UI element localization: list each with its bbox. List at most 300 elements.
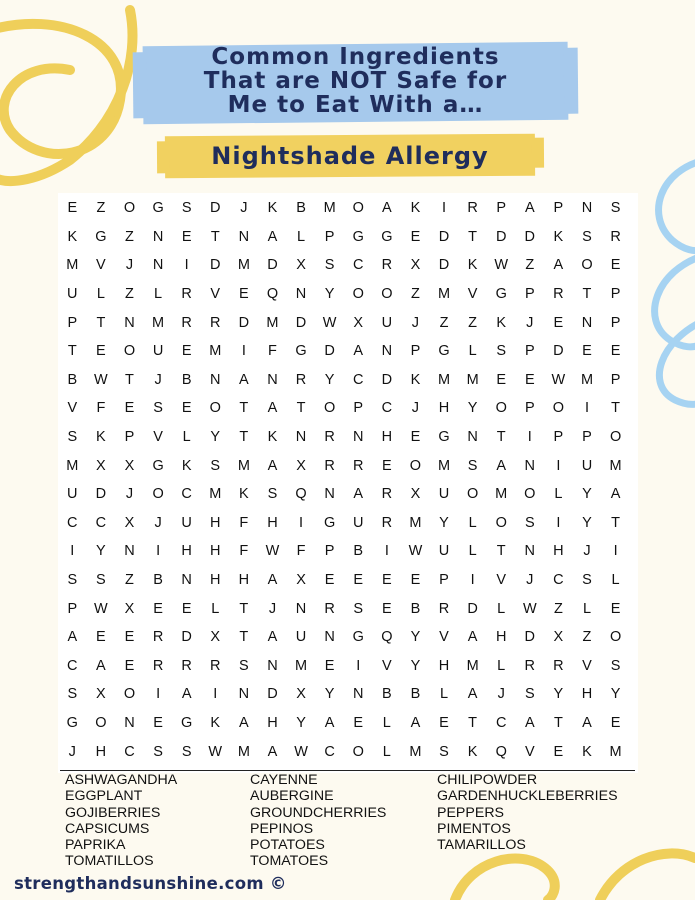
grid-cell[interactable]: I [613, 543, 618, 560]
grid-cell[interactable]: E [410, 572, 421, 589]
grid-cell[interactable]: C [67, 514, 78, 531]
grid-cell[interactable]: L [182, 429, 191, 446]
grid-cell[interactable]: O [409, 457, 422, 474]
grid-cell[interactable]: V [439, 629, 449, 646]
grid-cell[interactable]: R [610, 228, 621, 245]
grid-cell[interactable]: M [209, 486, 222, 503]
grid-cell[interactable]: U [152, 343, 164, 360]
grid-cell[interactable]: M [295, 657, 308, 674]
grid-cell[interactable]: A [267, 457, 278, 474]
grid-cell[interactable]: E [610, 714, 621, 731]
grid-cell[interactable]: D [324, 343, 335, 360]
grid-cell[interactable]: H [438, 400, 450, 417]
grid-cell[interactable]: O [209, 400, 221, 417]
grid-cell[interactable]: Y [96, 543, 106, 560]
grid-cell[interactable]: F [296, 543, 306, 560]
grid-cell[interactable]: M [609, 457, 622, 474]
grid-cell[interactable]: W [494, 257, 509, 274]
grid-cell[interactable]: S [496, 343, 507, 360]
grid-cell[interactable]: M [66, 457, 79, 474]
grid-cell[interactable]: N [267, 371, 278, 388]
grid-cell[interactable]: H [210, 514, 221, 531]
grid-cell[interactable]: P [524, 286, 535, 303]
grid-cell[interactable]: T [582, 286, 592, 303]
grid-cell[interactable]: Z [439, 314, 449, 331]
grid-cell[interactable]: A [410, 714, 421, 731]
grid-cell[interactable]: Z [468, 314, 478, 331]
grid-cell[interactable]: N [467, 429, 478, 446]
grid-cell[interactable]: D [495, 228, 507, 245]
grid-cell[interactable]: E [96, 629, 106, 646]
grid-cell[interactable]: J [125, 257, 134, 274]
grid-cell[interactable]: T [96, 314, 106, 331]
grid-cell[interactable]: Y [324, 286, 335, 303]
grid-cell[interactable]: E [553, 743, 564, 760]
grid-cell[interactable]: O [609, 429, 622, 446]
grid-cell[interactable]: V [67, 400, 78, 417]
grid-cell[interactable]: X [553, 629, 564, 646]
grid-cell[interactable]: A [96, 657, 106, 674]
grid-cell[interactable]: K [267, 429, 278, 446]
grid-cell[interactable]: U [381, 314, 393, 331]
grid-cell[interactable]: E [324, 657, 335, 674]
grid-cell[interactable]: I [241, 343, 246, 360]
grid-cell[interactable]: D [95, 486, 107, 503]
grid-cell[interactable]: T [239, 429, 249, 446]
grid-cell[interactable]: T [468, 714, 478, 731]
grid-cell[interactable]: S [181, 743, 192, 760]
grid-cell[interactable]: K [239, 486, 249, 503]
grid-cell[interactable]: T [239, 629, 249, 646]
grid-cell[interactable]: N [238, 228, 250, 245]
grid-cell[interactable]: B [381, 686, 392, 703]
grid-cell[interactable]: P [553, 200, 564, 217]
grid-cell[interactable]: Z [125, 572, 134, 589]
grid-cell[interactable]: G [352, 629, 364, 646]
grid-cell[interactable]: Z [96, 200, 106, 217]
grid-cell[interactable]: L [582, 600, 592, 617]
grid-cell[interactable]: L [297, 228, 306, 245]
grid-cell[interactable]: K [410, 200, 421, 217]
grid-cell[interactable]: W [94, 371, 108, 388]
grid-cell[interactable]: X [210, 629, 221, 646]
grid-cell[interactable]: N [295, 429, 307, 446]
grid-cell[interactable]: N [295, 600, 307, 617]
grid-cell[interactable]: D [267, 257, 278, 274]
grid-cell[interactable]: P [610, 286, 621, 303]
grid-cell[interactable]: C [124, 743, 135, 760]
grid-cell[interactable]: H [381, 429, 393, 446]
grid-cell[interactable]: Z [525, 257, 535, 274]
grid-cell[interactable]: I [156, 543, 161, 560]
grid-cell[interactable]: M [437, 371, 451, 388]
grid-cell[interactable]: P [610, 371, 621, 388]
grid-cell[interactable]: Y [324, 686, 335, 703]
grid-cell[interactable]: I [384, 543, 389, 560]
grid-cell[interactable]: N [124, 543, 135, 560]
grid-cell[interactable]: D [438, 257, 450, 274]
grid-cell[interactable]: D [524, 228, 536, 245]
grid-cell[interactable]: I [470, 572, 475, 589]
grid-cell[interactable]: H [238, 572, 250, 589]
grid-cell[interactable]: R [524, 657, 536, 674]
grid-cell[interactable]: E [610, 257, 621, 274]
grid-cell[interactable]: P [353, 400, 364, 417]
grid-cell[interactable]: T [553, 714, 563, 731]
grid-cell[interactable]: M [437, 457, 451, 474]
grid-cell[interactable]: R [324, 600, 335, 617]
grid-cell[interactable]: R [181, 657, 192, 674]
grid-cell[interactable]: I [184, 257, 189, 274]
grid-cell[interactable]: S [324, 257, 335, 274]
grid-cell[interactable]: B [181, 371, 192, 388]
grid-cell[interactable]: R [438, 600, 450, 617]
grid-cell[interactable]: V [582, 657, 592, 674]
grid-cell[interactable]: L [611, 572, 620, 589]
grid-cell[interactable]: Y [324, 371, 335, 388]
grid-cell[interactable]: H [210, 572, 221, 589]
grid-cell[interactable]: B [353, 543, 364, 560]
grid-cell[interactable]: H [95, 743, 107, 760]
grid-cell[interactable]: M [466, 657, 479, 674]
grid-cell[interactable]: G [324, 514, 336, 531]
grid-cell[interactable]: O [123, 200, 136, 217]
grid-cell[interactable]: O [495, 400, 507, 417]
grid-cell[interactable]: A [610, 486, 621, 503]
grid-cell[interactable]: J [125, 486, 134, 503]
grid-cell[interactable]: Y [410, 657, 421, 674]
grid-cell[interactable]: H [495, 629, 507, 646]
grid-cell[interactable]: X [410, 257, 421, 274]
grid-cell[interactable]: X [124, 600, 135, 617]
grid-cell[interactable]: A [181, 686, 192, 703]
grid-cell[interactable]: I [70, 543, 75, 560]
grid-cell[interactable]: P [524, 400, 535, 417]
grid-cell[interactable]: D [381, 371, 393, 388]
grid-cell[interactable]: P [324, 543, 335, 560]
grid-cell[interactable]: R [295, 371, 307, 388]
grid-cell[interactable]: S [524, 514, 535, 531]
grid-cell[interactable]: N [152, 228, 164, 245]
grid-cell[interactable]: V [210, 286, 221, 303]
grid-cell[interactable]: D [181, 629, 192, 646]
grid-cell[interactable]: X [296, 257, 306, 274]
grid-cell[interactable]: K [67, 228, 78, 245]
grid-cell[interactable]: S [153, 400, 163, 417]
grid-cell[interactable]: Z [582, 629, 592, 646]
grid-cell[interactable]: I [556, 457, 561, 474]
grid-cell[interactable]: D [295, 314, 307, 331]
grid-cell[interactable]: A [381, 200, 392, 217]
grid-cell[interactable]: O [324, 400, 336, 417]
grid-cell[interactable]: X [124, 514, 135, 531]
grid-cell[interactable]: E [524, 371, 535, 388]
grid-cell[interactable]: E [410, 429, 421, 446]
grid-cell[interactable]: J [154, 371, 162, 388]
grid-cell[interactable]: L [439, 686, 449, 703]
grid-cell[interactable]: P [524, 343, 535, 360]
grid-cell[interactable]: E [153, 600, 163, 617]
grid-cell[interactable]: B [153, 572, 163, 589]
grid-cell[interactable]: N [581, 200, 593, 217]
grid-cell[interactable]: E [181, 400, 192, 417]
grid-cell[interactable]: U [438, 486, 450, 503]
grid-cell[interactable]: X [353, 314, 364, 331]
grid-cell[interactable]: C [181, 486, 192, 503]
grid-cell[interactable]: X [410, 486, 421, 503]
grid-cell[interactable]: A [524, 714, 535, 731]
grid-cell[interactable]: K [553, 228, 564, 245]
grid-cell[interactable]: L [154, 286, 163, 303]
grid-cell[interactable]: E [324, 572, 335, 589]
grid-cell[interactable]: M [266, 314, 279, 331]
grid-cell[interactable]: E [353, 572, 364, 589]
grid-cell[interactable]: G [495, 286, 507, 303]
grid-cell[interactable]: A [67, 629, 78, 646]
grid-cell[interactable]: L [554, 486, 563, 503]
grid-cell[interactable]: A [496, 457, 507, 474]
grid-cell[interactable]: T [611, 514, 620, 531]
grid-cell[interactable]: X [296, 572, 306, 589]
grid-cell[interactable]: K [496, 314, 507, 331]
grid-cell[interactable]: D [553, 343, 564, 360]
grid-cell[interactable]: G [152, 457, 164, 474]
grid-cell[interactable]: E [124, 400, 135, 417]
grid-cell[interactable]: M [237, 257, 250, 274]
grid-cell[interactable]: P [496, 200, 507, 217]
grid-cell[interactable]: N [581, 314, 593, 331]
grid-cell[interactable]: G [152, 200, 164, 217]
grid-cell[interactable]: I [556, 514, 561, 531]
grid-cell[interactable]: O [524, 486, 536, 503]
grid-cell[interactable]: M [152, 314, 165, 331]
grid-cell[interactable]: E [153, 714, 163, 731]
grid-cell[interactable]: E [610, 343, 621, 360]
grid-cell[interactable]: X [96, 686, 106, 703]
grid-cell[interactable]: N [124, 314, 135, 331]
grid-cell[interactable]: K [582, 743, 592, 760]
grid-cell[interactable]: E [439, 714, 449, 731]
grid-cell[interactable]: Y [582, 486, 592, 503]
grid-cell[interactable]: O [581, 257, 593, 274]
grid-cell[interactable]: N [352, 686, 364, 703]
grid-cell[interactable]: O [123, 343, 136, 360]
grid-cell[interactable]: U [67, 486, 78, 503]
grid-cell[interactable]: A [239, 714, 249, 731]
grid-cell[interactable]: J [68, 743, 76, 760]
grid-cell[interactable]: S [582, 228, 592, 245]
grid-cell[interactable]: G [438, 429, 450, 446]
grid-cell[interactable]: S [153, 743, 163, 760]
grid-cell[interactable]: C [95, 514, 107, 531]
grid-cell[interactable]: A [524, 200, 535, 217]
grid-cell[interactable]: O [381, 286, 393, 303]
grid-cell[interactable]: T [296, 400, 306, 417]
grid-cell[interactable]: N [210, 371, 221, 388]
grid-cell[interactable]: N [524, 543, 536, 560]
grid-cell[interactable]: Y [410, 629, 421, 646]
grid-cell[interactable]: T [496, 543, 506, 560]
grid-cell[interactable]: V [496, 572, 507, 589]
grid-cell[interactable]: C [381, 400, 393, 417]
grid-cell[interactable]: L [211, 600, 220, 617]
grid-cell[interactable]: W [408, 543, 423, 560]
grid-cell[interactable]: A [467, 686, 478, 703]
grid-cell[interactable]: U [581, 457, 593, 474]
grid-cell[interactable]: Y [439, 514, 449, 531]
grid-cell[interactable]: M [466, 371, 479, 388]
grid-cell[interactable]: W [322, 314, 337, 331]
grid-cell[interactable]: R [553, 657, 564, 674]
grid-cell[interactable]: L [497, 600, 506, 617]
grid-cell[interactable]: E [410, 228, 421, 245]
grid-cell[interactable]: A [267, 228, 278, 245]
grid-cell[interactable]: G [352, 228, 364, 245]
grid-cell[interactable]: S [524, 686, 535, 703]
grid-cell[interactable]: T [239, 600, 249, 617]
grid-cell[interactable]: H [210, 543, 221, 560]
grid-cell[interactable]: J [411, 314, 420, 331]
grid-cell[interactable]: H [438, 657, 450, 674]
grid-cell[interactable]: T [468, 228, 478, 245]
grid-cell[interactable]: A [467, 629, 478, 646]
grid-cell[interactable]: Z [553, 600, 563, 617]
grid-cell[interactable]: M [409, 514, 422, 531]
grid-cell[interactable]: C [324, 743, 335, 760]
grid-cell[interactable]: S [96, 572, 106, 589]
grid-cell[interactable]: I [156, 686, 161, 703]
grid-cell[interactable]: E [353, 714, 364, 731]
grid-cell[interactable]: X [124, 457, 135, 474]
grid-cell[interactable]: R [381, 257, 393, 274]
grid-cell[interactable]: Q [295, 486, 307, 503]
grid-cell[interactable]: R [181, 314, 192, 331]
grid-cell[interactable]: X [296, 686, 306, 703]
grid-cell[interactable]: P [553, 429, 564, 446]
grid-cell[interactable]: J [268, 600, 277, 617]
grid-cell[interactable]: W [208, 743, 223, 760]
grid-cell[interactable]: X [296, 457, 306, 474]
grid-cell[interactable]: S [239, 657, 249, 674]
grid-cell[interactable]: B [296, 200, 306, 217]
grid-cell[interactable]: V [467, 286, 478, 303]
grid-cell[interactable]: R [381, 486, 393, 503]
grid-cell[interactable]: B [410, 686, 421, 703]
grid-cell[interactable]: N [124, 714, 135, 731]
grid-cell[interactable]: J [583, 543, 591, 560]
grid-cell[interactable]: M [209, 343, 222, 360]
grid-cell[interactable]: N [181, 572, 192, 589]
grid-cell[interactable]: C [352, 257, 364, 274]
grid-cell[interactable]: W [294, 743, 308, 760]
grid-cell[interactable]: P [582, 429, 592, 446]
grid-cell[interactable]: L [468, 514, 477, 531]
grid-cell[interactable]: D [438, 228, 450, 245]
grid-cell[interactable]: F [239, 514, 249, 531]
grid-cell[interactable]: O [495, 514, 507, 531]
grid-cell[interactable]: J [497, 686, 505, 703]
grid-cell[interactable]: G [381, 228, 393, 245]
grid-cell[interactable]: H [553, 543, 564, 560]
grid-cell[interactable]: Q [495, 743, 507, 760]
grid-cell[interactable]: E [124, 657, 135, 674]
grid-cell[interactable]: S [67, 429, 78, 446]
grid-cell[interactable]: N [381, 343, 393, 360]
grid-cell[interactable]: S [181, 200, 192, 217]
grid-cell[interactable]: G [295, 343, 307, 360]
grid-cell[interactable]: U [295, 629, 307, 646]
grid-cell[interactable]: P [67, 600, 78, 617]
grid-cell[interactable]: M [237, 743, 250, 760]
grid-cell[interactable]: R [352, 457, 364, 474]
grid-cell[interactable]: L [468, 343, 477, 360]
grid-cell[interactable]: N [295, 286, 307, 303]
grid-cell[interactable]: Y [296, 714, 306, 731]
grid-cell[interactable]: V [153, 429, 163, 446]
grid-cell[interactable]: R [210, 314, 221, 331]
grid-cell[interactable]: W [94, 600, 108, 617]
grid-cell[interactable]: G [66, 714, 78, 731]
grid-cell[interactable]: Y [210, 429, 221, 446]
grid-cell[interactable]: Y [467, 400, 478, 417]
grid-cell[interactable]: L [468, 543, 477, 560]
grid-cell[interactable]: A [353, 486, 364, 503]
grid-cell[interactable]: U [438, 543, 450, 560]
grid-cell[interactable]: Y [610, 686, 621, 703]
grid-cell[interactable]: O [95, 714, 107, 731]
grid-cell[interactable]: C [553, 572, 564, 589]
grid-cell[interactable]: T [210, 228, 220, 245]
grid-cell[interactable]: B [67, 371, 78, 388]
grid-cell[interactable]: P [124, 429, 135, 446]
grid-cell[interactable]: N [238, 686, 250, 703]
grid-cell[interactable]: A [267, 629, 278, 646]
grid-cell[interactable]: O [352, 743, 364, 760]
grid-cell[interactable]: R [324, 429, 335, 446]
grid-cell[interactable]: E [582, 343, 592, 360]
grid-cell[interactable]: S [67, 686, 78, 703]
grid-cell[interactable]: B [410, 600, 421, 617]
grid-cell[interactable]: D [238, 314, 250, 331]
grid-cell[interactable]: P [410, 343, 421, 360]
grid-cell[interactable]: E [181, 343, 192, 360]
grid-cell[interactable]: S [610, 200, 621, 217]
grid-cell[interactable]: C [352, 371, 364, 388]
grid-cell[interactable]: A [324, 714, 335, 731]
grid-cell[interactable]: S [467, 457, 478, 474]
grid-cell[interactable]: G [181, 714, 193, 731]
grid-cell[interactable]: J [526, 314, 534, 331]
grid-cell[interactable]: Y [582, 514, 592, 531]
grid-cell[interactable]: R [553, 286, 564, 303]
grid-cell[interactable]: I [584, 400, 589, 417]
grid-cell[interactable]: L [96, 286, 105, 303]
grid-cell[interactable]: V [524, 743, 535, 760]
grid-cell[interactable]: W [551, 371, 566, 388]
grid-cell[interactable]: J [411, 400, 420, 417]
grid-cell[interactable]: K [267, 200, 278, 217]
grid-cell[interactable]: N [152, 257, 164, 274]
grid-cell[interactable]: P [610, 314, 621, 331]
grid-cell[interactable]: J [240, 200, 248, 217]
grid-cell[interactable]: I [356, 657, 361, 674]
grid-cell[interactable]: I [527, 429, 532, 446]
grid-cell[interactable]: Y [553, 686, 564, 703]
grid-cell[interactable]: A [239, 371, 249, 388]
grid-cell[interactable]: N [324, 629, 335, 646]
grid-cell[interactable]: E [610, 600, 621, 617]
grid-cell[interactable]: K [410, 371, 421, 388]
